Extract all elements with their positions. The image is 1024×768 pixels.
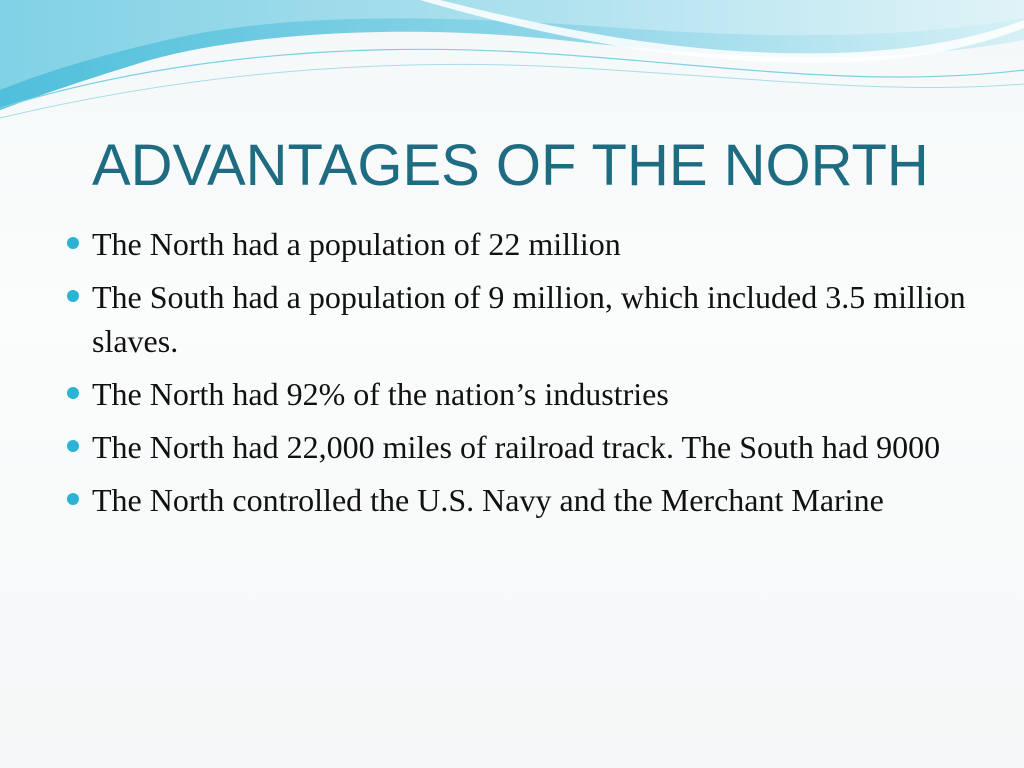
bullet-item <box>92 425 972 469</box>
bullet-dot-icon <box>67 493 79 505</box>
bullet-text: The North controlled the U.S. Navy and the Merchant Marine <box>92 482 884 518</box>
wave-line-2 <box>0 64 1024 118</box>
slide-title: ADVANTAGES OF THE NORTH <box>92 133 929 198</box>
bullet-text: The North had 22,000 miles of railroad track. The South had 9000 <box>92 429 941 465</box>
bullet-list <box>92 222 972 531</box>
bullet-dot-icon <box>67 290 79 302</box>
bullet-text: The North had a population of 22 million <box>92 226 621 262</box>
bullet-dot-icon <box>67 387 79 399</box>
decorative-wave-header <box>0 0 1024 130</box>
bullet-dot-icon <box>67 237 79 249</box>
bullet-text: The South had a population of 9 million, which included 3.5 million slaves. <box>92 279 966 359</box>
bullet-dot-icon <box>67 440 79 452</box>
bullet-item <box>92 222 972 266</box>
bullet-text: The North had 92% of the nation’s industries <box>92 376 669 412</box>
bullet-item <box>92 275 972 363</box>
bullet-item <box>92 478 972 522</box>
bullet-item <box>92 372 972 416</box>
